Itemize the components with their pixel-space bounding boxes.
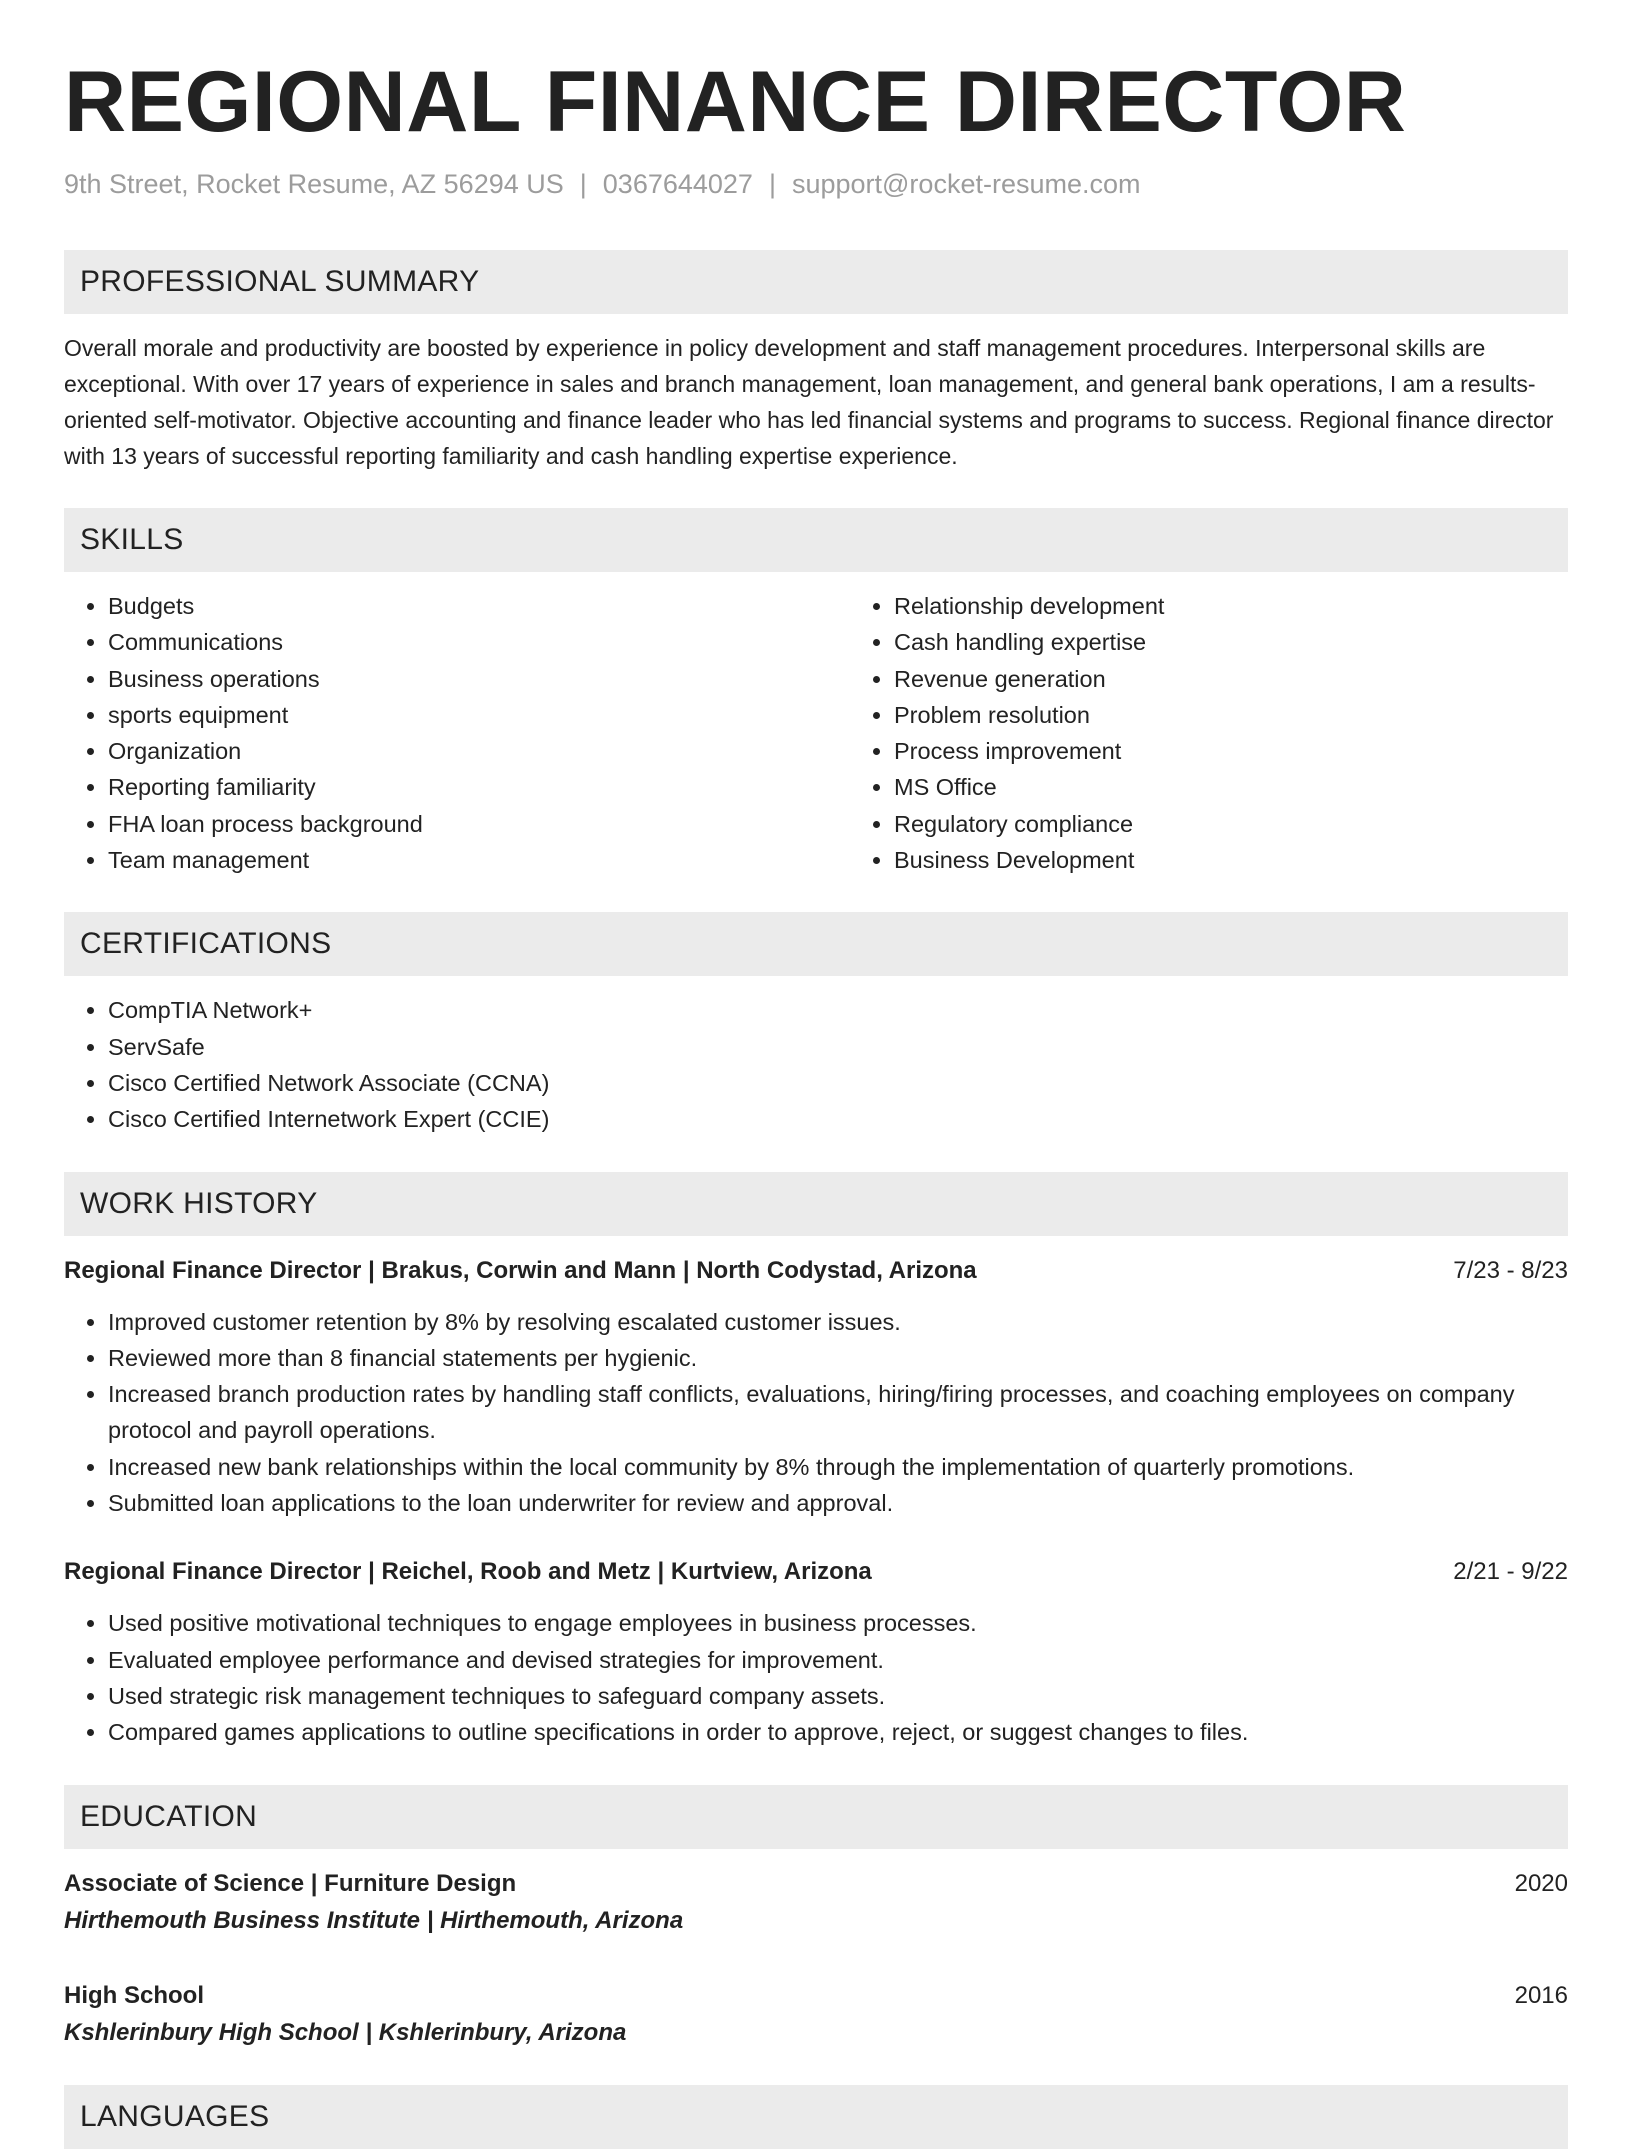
contact-separator: | bbox=[768, 168, 776, 199]
certification-item: • Cisco Certified Network Associate (CCNA) bbox=[108, 1065, 1568, 1101]
contact-line bbox=[64, 168, 1568, 200]
education-year: 2020 bbox=[1514, 1869, 1568, 1897]
job-title: Regional Finance Director | Reichel, Roob and Metz | Kurtview, Arizona bbox=[64, 1558, 872, 1586]
skill-item: • Organization bbox=[108, 733, 850, 769]
job-dates: 7/23 - 8/23 bbox=[1453, 1256, 1568, 1284]
section-header-skills: SKILLS bbox=[64, 508, 1568, 572]
job-bullet: • Submitted loan applications to the loan underwriter for review and approval. bbox=[108, 1485, 1568, 1521]
certification-item: • ServSafe bbox=[108, 1029, 1568, 1065]
education-degree: High School bbox=[64, 1981, 204, 2009]
job-bullet: • Used positive motivational techniques to engage employees in business processes. bbox=[108, 1605, 1568, 1641]
section-header-languages: LANGUAGES bbox=[64, 2085, 1568, 2149]
skill-item: • Business Development bbox=[894, 842, 1568, 878]
job-header bbox=[64, 1555, 1568, 1589]
skills-list-right bbox=[850, 588, 1568, 878]
section-header-certifications: CERTIFICATIONS bbox=[64, 912, 1568, 976]
education-entry bbox=[64, 1867, 1568, 1939]
job-header bbox=[64, 1254, 1568, 1288]
education-header bbox=[64, 1867, 1568, 1901]
education-degree: Associate of Science | Furniture Design bbox=[64, 1869, 517, 1897]
job-bullet: • Increased new bank relationships within the local community by 8% through the implementation of quarterly promotions. bbox=[108, 1449, 1568, 1485]
skill-item: • Regulatory compliance bbox=[894, 806, 1568, 842]
skills-list-left bbox=[64, 588, 850, 878]
skill-item: • Team management bbox=[108, 842, 850, 878]
skill-item: • Cash handling expertise bbox=[894, 624, 1568, 660]
contact-phone: 0367644027 bbox=[602, 168, 753, 199]
resume-name: REGIONAL FINANCE DIRECTOR bbox=[64, 54, 1407, 150]
education-header bbox=[64, 1979, 1568, 2013]
skill-item: • MS Office bbox=[894, 769, 1568, 805]
contact-separator: | bbox=[579, 168, 587, 199]
skill-item: • Problem resolution bbox=[894, 697, 1568, 733]
job-entry bbox=[64, 1254, 1568, 1522]
certifications-list bbox=[64, 992, 1568, 1137]
job-dates: 2/21 - 9/22 bbox=[1453, 1558, 1568, 1586]
certification-item: • Cisco Certified Internetwork Expert (CCIE) bbox=[108, 1101, 1568, 1137]
job-bullet: • Improved customer retention by 8% by resolving escalated customer issues. bbox=[108, 1304, 1568, 1340]
summary-text: Overall morale and productivity are boosted by experience in policy development and staff management procedures. Interpersonal skills are exceptional. With over 17 years of experience in sales and branch management, loan management, and general bank operations, I am a results-oriented self-motivator. Objective accounting and finance leader who has led financial systems and programs to success. Regional finance director with 13 years of successful reporting familiarity and cash handling expertise experience. bbox=[64, 334, 1554, 469]
job-bullets bbox=[64, 1304, 1568, 1522]
skill-item: • Communications bbox=[108, 624, 850, 660]
skills-columns bbox=[64, 588, 1568, 878]
section-header-summary: PROFESSIONAL SUMMARY bbox=[64, 250, 1568, 314]
job-bullet: • Used strategic risk management techniques to safeguard company assets. bbox=[108, 1678, 1568, 1714]
section-header-work-history: WORK HISTORY bbox=[64, 1172, 1568, 1236]
job-bullet: • Compared games applications to outline specifications in order to approve, reject, or suggest changes to files. bbox=[108, 1714, 1568, 1750]
job-title: Regional Finance Director | Brakus, Corwin and Mann | North Codystad, Arizona bbox=[64, 1256, 977, 1284]
skill-item: • Revenue generation bbox=[894, 661, 1568, 697]
job-bullet: • Evaluated employee performance and devised strategies for improvement. bbox=[108, 1642, 1568, 1678]
skill-item: • FHA loan process background bbox=[108, 806, 850, 842]
skill-item: • Reporting familiarity bbox=[108, 769, 850, 805]
education-entry bbox=[64, 1979, 1568, 2051]
education-institution: Hirthemouth Business Institute | Hirthemouth, Arizona bbox=[64, 1906, 684, 1934]
education-institution: Kshlerinbury High School | Kshlerinbury, Arizona bbox=[64, 2018, 627, 2046]
skill-item: • Process improvement bbox=[894, 733, 1568, 769]
job-bullet: • Increased branch production rates by handling staff conflicts, evaluations, hiring/firing processes, and coaching employees on company protocol and payroll operations. bbox=[108, 1376, 1568, 1449]
skill-item: • Budgets bbox=[108, 588, 850, 624]
section-header-education: EDUCATION bbox=[64, 1785, 1568, 1849]
contact-email[interactable]: support@rocket-resume.com bbox=[791, 168, 1141, 199]
contact-address: 9th Street, Rocket Resume, AZ 56294 US bbox=[64, 168, 564, 199]
job-bullets bbox=[64, 1605, 1568, 1750]
skill-item: • sports equipment bbox=[108, 697, 850, 733]
skill-item: • Business operations bbox=[108, 661, 850, 697]
skill-item: • Relationship development bbox=[894, 588, 1568, 624]
certification-item: • CompTIA Network+ bbox=[108, 992, 1568, 1028]
job-entry bbox=[64, 1555, 1568, 1750]
education-year: 2016 bbox=[1514, 1981, 1568, 2009]
job-bullet: • Reviewed more than 8 financial statements per hygienic. bbox=[108, 1340, 1568, 1376]
